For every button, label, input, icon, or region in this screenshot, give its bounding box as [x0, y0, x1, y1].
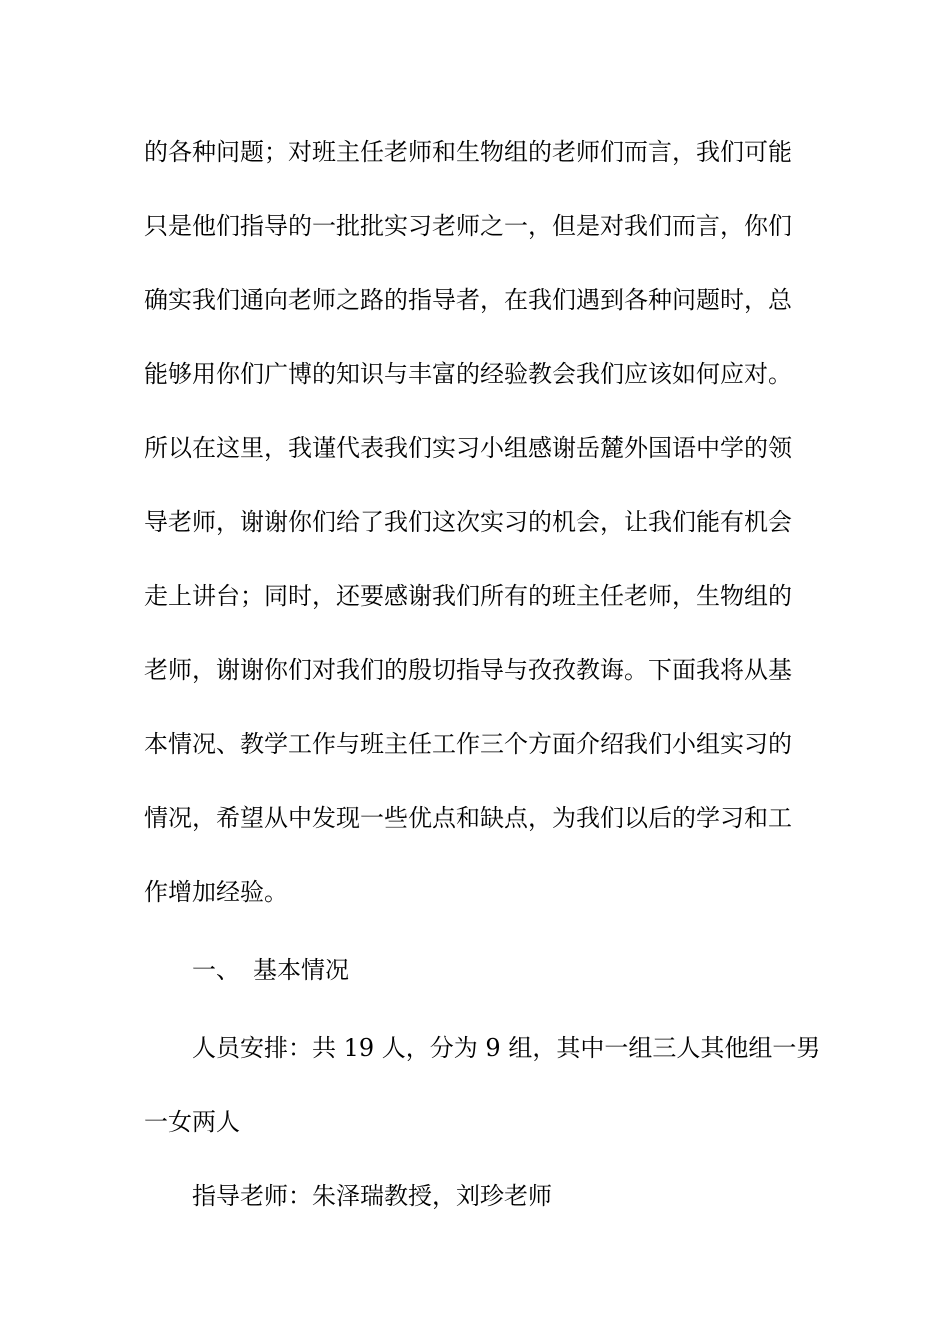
paragraph-line: 作增加经验。: [144, 878, 288, 906]
paragraph-line: 情况，希望从中发现一些优点和缺点，为我们以后的学习和工: [144, 804, 792, 832]
paragraph-line: 本情况、教学工作与班主任工作三个方面介绍我们小组实习的: [144, 730, 792, 758]
section-number: 一、: [192, 956, 240, 984]
paragraph-line: 所以在这里，我谨代表我们实习小组感谢岳麓外国语中学的领: [144, 434, 792, 462]
paragraph-line: 走上讲台；同时，还要感谢我们所有的班主任老师，生物组的: [144, 582, 792, 610]
paragraph-line: 能够用你们广博的知识与丰富的经验教会我们应该如何应对。: [144, 360, 792, 388]
paragraph-line: 老师，谢谢你们对我们的殷切指导与孜孜教诲。下面我将从基: [144, 656, 792, 684]
staffing-line: 一女两人: [144, 1108, 240, 1136]
paragraph-line: 的各种问题；对班主任老师和生物组的老师们而言，我们可能: [144, 138, 792, 166]
advisors-line: 指导老师：朱泽瑞教授，刘珍老师: [192, 1182, 552, 1210]
paragraph-line: 导老师，谢谢你们给了我们这次实习的机会，让我们能有机会: [144, 508, 792, 536]
staffing-line: 人员安排：共 19 人，分为 9 组，其中一组三人其他组一男: [192, 1034, 821, 1062]
section-title: 基本情况: [253, 956, 349, 984]
paragraph-line: 只是他们指导的一批批实习老师之一，但是对我们而言，你们: [144, 212, 792, 240]
paragraph-line: 确实我们通向老师之路的指导者，在我们遇到各种问题时，总: [144, 286, 792, 314]
